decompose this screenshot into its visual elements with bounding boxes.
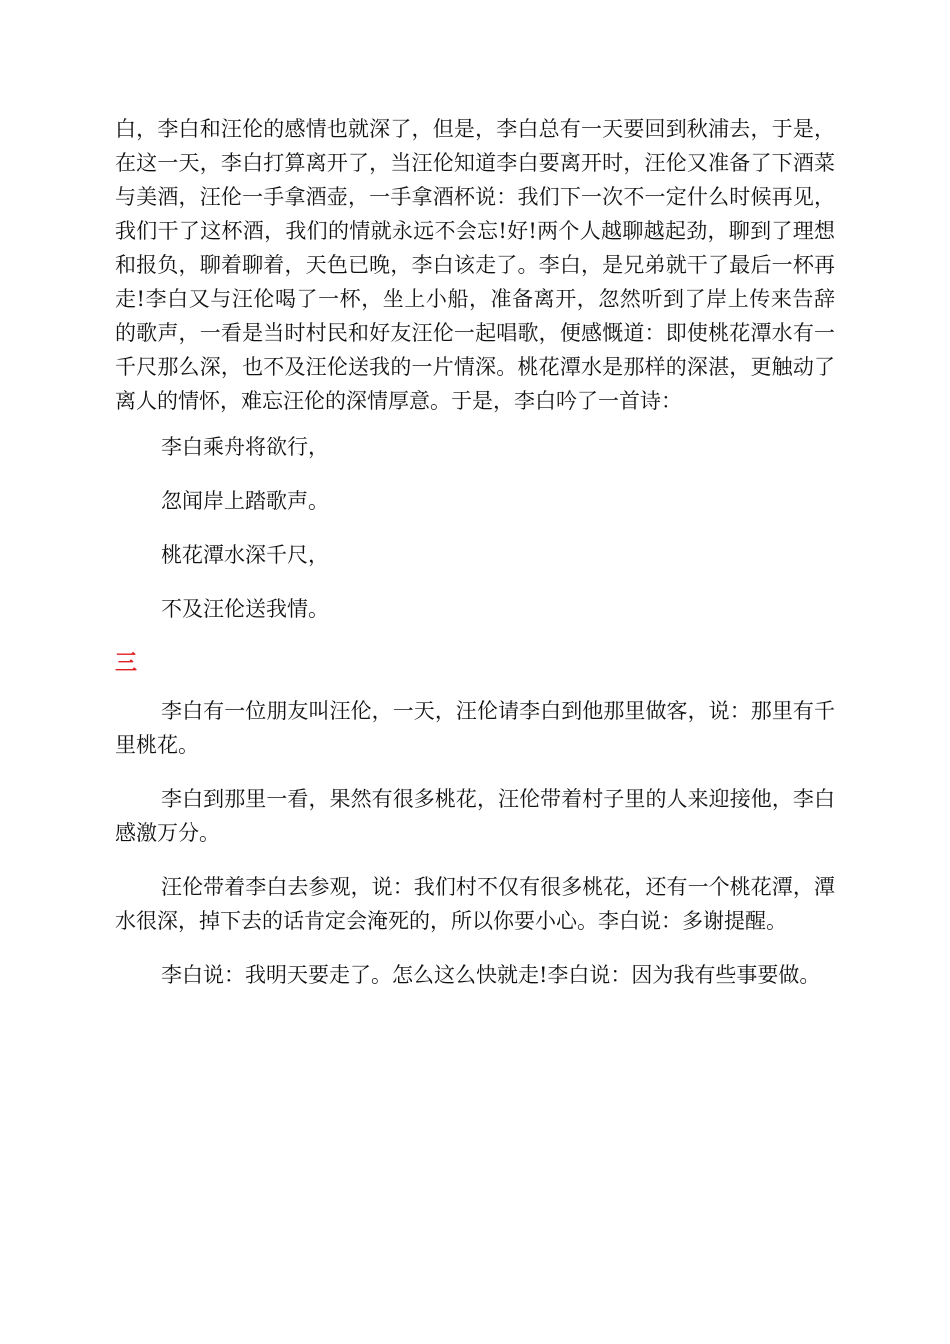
story-paragraph: 李白有一位朋友叫汪伦，一天，汪伦请李白到他那里做客，说：那里有千里桃花。 bbox=[115, 699, 835, 757]
intro-paragraph: 白，李白和汪伦的感情也就深了，但是，李白总有一天要回到秋浦去，于是，在这一天，李白打算离开了，当汪伦知道李白要离开时，汪伦又准备了下酒菜与美酒，汪伦一手拿酒壶，一手拿酒杯说：我们下一次不一定什么时候再见，我们干了这杯酒，我们的情就永远不会忘!好!两个人越聊越起劲，聊到了理想和报负，聊着聊着，天色已晚，李白该走了。李白，是兄弟就干了最后一杯再走!李白又与汪伦喝了一杯，坐上小船，准备离开，忽然听到了岸上传来告辞的歌声，一看是当时村民和好友汪伦一起唱歌，便感慨道：即使桃花潭水有一千尺那么深，也不及汪伦送我的一片情深。桃花潭水是那样的深湛，更触动了离人的情怀，难忘汪伦的深情厚意。于是，李白吟了一首诗： bbox=[115, 117, 835, 413]
story-paragraph: 李白说：我明天要走了。怎么这么快就走!李白说：因为我有些事要做。 bbox=[161, 963, 821, 987]
section-heading: 三 bbox=[115, 650, 138, 676]
poem-line: 忽闻岸上踏歌声。 bbox=[161, 489, 329, 513]
story-section bbox=[115, 694, 835, 992]
document-page bbox=[115, 112, 835, 1012]
poem bbox=[115, 430, 835, 626]
poem-line: 李白乘舟将欲行， bbox=[161, 435, 329, 459]
story-paragraph: 汪伦带着李白去参观，说：我们村不仅有很多桃花，还有一个桃花潭，潭水很深，掉下去的话肯定会淹死的，所以你要小心。李白说：多谢提醒。 bbox=[115, 875, 835, 933]
poem-line: 桃花潭水深千尺， bbox=[161, 543, 329, 567]
story-paragraph: 李白到那里一看，果然有很多桃花，汪伦带着村子里的人来迎接他，李白感激万分。 bbox=[115, 787, 835, 845]
poem-line: 不及汪伦送我情。 bbox=[161, 597, 329, 621]
